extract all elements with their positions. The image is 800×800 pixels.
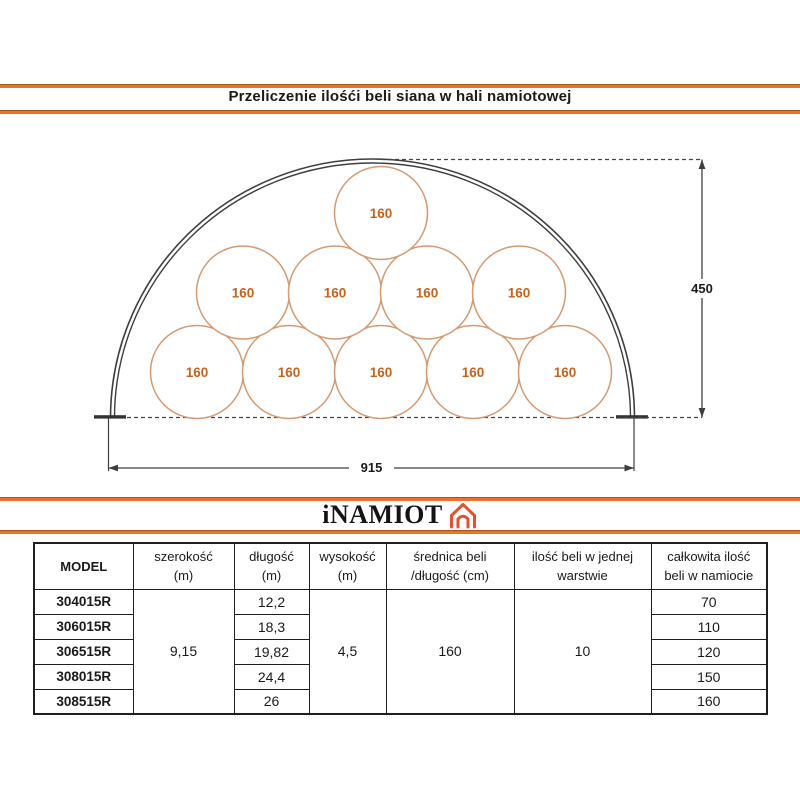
bale-label: 160 [369,365,393,380]
table-header-row [34,543,767,589]
table-row [34,589,767,614]
wysokosc-merged-cell: 4,5 [309,589,386,714]
bale-label: 160 [323,285,347,301]
dlugosc-cell: 12,2 [234,589,309,614]
calkowita-cell: 120 [651,639,767,664]
header-ilosc: ilość beli w jednej warstwie [514,543,651,589]
dlugosc-cell: 18,3 [234,614,309,639]
szerokosc-merged-cell: 9,15 [133,589,234,714]
srednica-merged-cell: 160 [386,589,514,714]
width-dimension-label: 915 [360,460,383,475]
calkowita-cell: 150 [651,664,767,689]
header-szerokosc: szerokość (m) [133,543,234,589]
model-cell: 308015R [34,664,133,689]
logo-bottom-rule [0,530,800,534]
dlugosc-cell: 26 [234,689,309,714]
bale-label: 160 [369,206,393,221]
height-dimension-label: 450 [691,281,713,296]
tent-house-icon [448,501,478,529]
bale-label: 160 [553,365,577,380]
bale-label: 160 [277,365,301,380]
bale-label: 160 [415,285,439,301]
arrow-up-icon [699,160,706,170]
bale-label: 160 [231,285,255,301]
page-title: Przeliczenie ilośći beli siana w hali namiotowej [228,88,572,105]
calkowita-cell: 110 [651,614,767,639]
calkowita-cell: 160 [651,689,767,714]
model-cell: 308515R [34,689,133,714]
bale-label: 160 [461,365,485,380]
bale-label: 160 [507,285,531,301]
header-wysokosc: wysokość (m) [309,543,386,589]
dlugosc-cell: 19,82 [234,639,309,664]
header-calkowita: całkowita ilość beli w namiocie [651,543,767,589]
arrow-down-icon [699,408,706,418]
arrow-right-icon [625,465,635,472]
model-cell: 306515R [34,639,133,664]
arrow-left-icon [109,465,119,472]
header-srednica: średnica beli /długość (cm) [386,543,514,589]
header-model: MODEL [34,543,133,589]
bale-label: 160 [185,365,209,380]
calkowita-cell: 70 [651,589,767,614]
header-dlugosc: długość (m) [234,543,309,589]
tent-foot-left [94,415,126,418]
ilosc-merged-cell: 10 [514,589,651,714]
model-cell: 304015R [34,589,133,614]
dlugosc-cell: 24,4 [234,664,309,689]
model-cell: 306015R [34,614,133,639]
spec-table [33,542,768,715]
logo [0,500,800,530]
logo-text: iNAMIOT [322,500,443,529]
